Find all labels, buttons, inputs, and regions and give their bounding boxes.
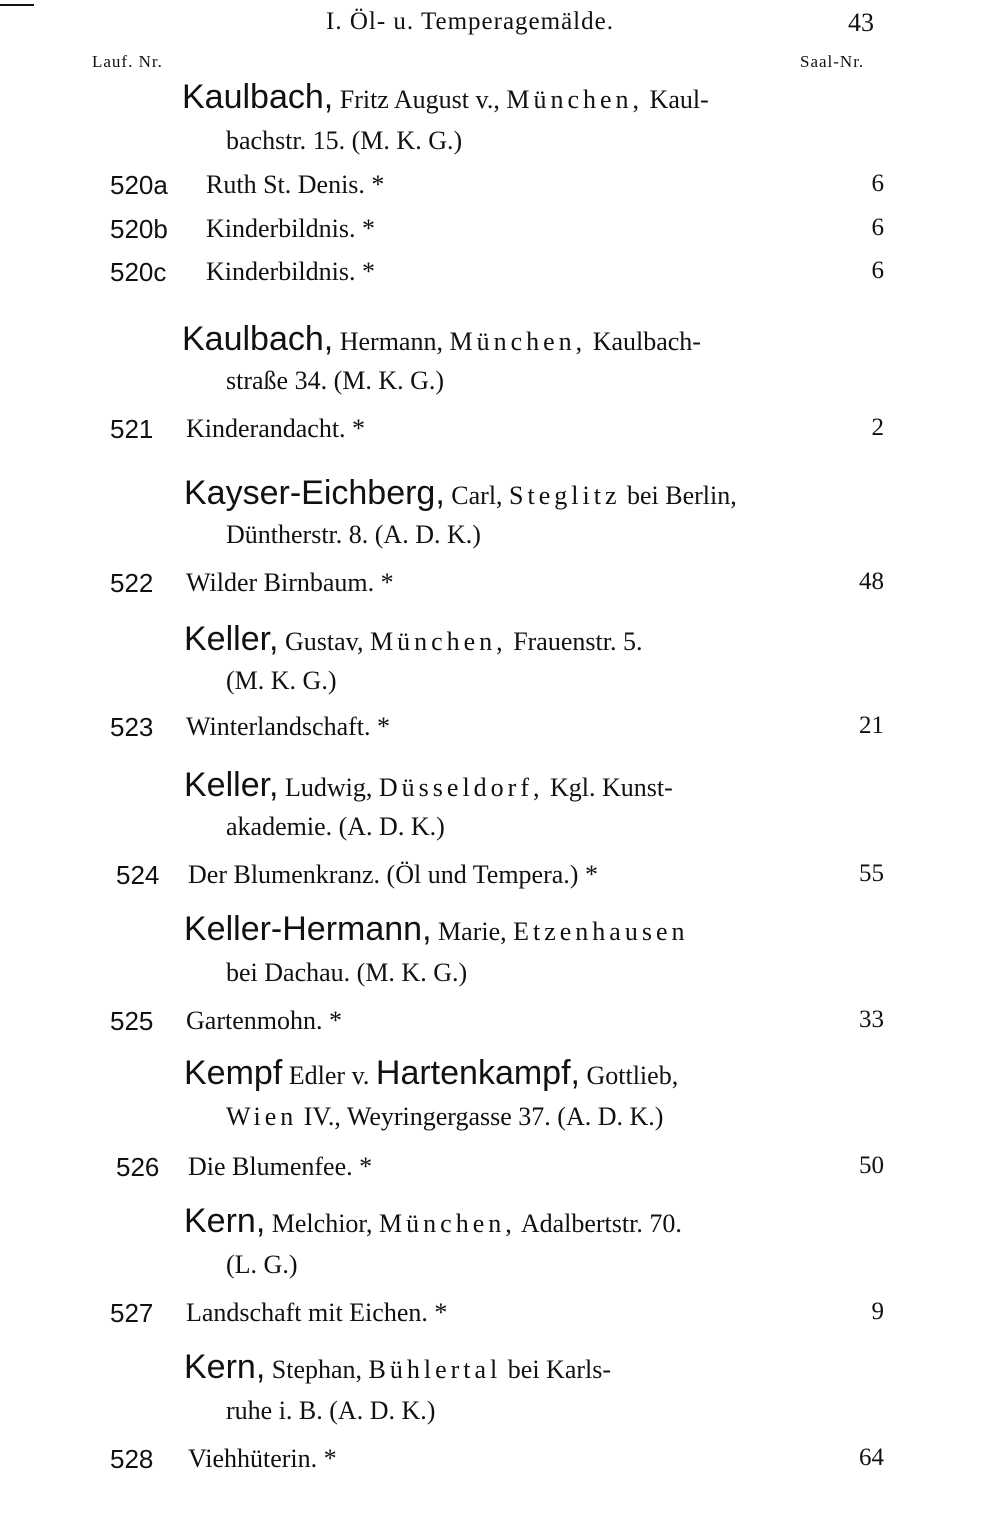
page-number: 43 [848, 8, 874, 37]
artist-heading [184, 1350, 611, 1384]
artist-name: Kempf [184, 1054, 283, 1092]
room-number: 21 [859, 712, 884, 739]
artist-address: bei Dachau. (M. K. G.) [226, 958, 468, 987]
work-title: Kinderbildnis. * [206, 257, 375, 286]
scan-edge-mark [0, 4, 34, 6]
artist-heading [184, 1204, 682, 1238]
work-title: Wilder Birnbaum. * [186, 568, 394, 597]
room-number: 6 [871, 214, 884, 241]
artist-name: Kern, [184, 1348, 266, 1386]
artist-city: Wien [226, 1102, 298, 1131]
work-title: Viehhüterin. * [188, 1444, 337, 1473]
artist-details: Carl, [451, 481, 503, 510]
artist-address: (M. K. G.) [226, 666, 337, 695]
artist-city: München, [379, 1209, 516, 1238]
room-number: 48 [859, 568, 884, 595]
artist-name: Kaulbach, [182, 320, 334, 358]
work-title: Gartenmohn. * [186, 1006, 342, 1035]
artist-city: Düsseldorf, [378, 773, 544, 802]
work-title: Die Blumenfee. * [188, 1152, 373, 1181]
artist-details: Gottlieb, [586, 1061, 679, 1090]
artist-name: Kayser-Eichberg, [184, 474, 445, 512]
artist-details: IV., Weyringergasse 37. (A. D. K.) [303, 1102, 664, 1131]
room-number: 64 [859, 1444, 884, 1471]
artist-details: Melchior, [271, 1209, 373, 1238]
artist-details: bei Berlin, [626, 481, 737, 510]
running-head [0, 8, 1000, 38]
artist-heading [184, 1056, 678, 1090]
room-number: 2 [871, 414, 884, 441]
artist-city: München, [449, 327, 587, 356]
artist-name-part: Hartenkampf, [375, 1054, 580, 1092]
catalogue-number: 528 [110, 1444, 154, 1474]
catalogue-number: 520b [110, 214, 168, 244]
work-title: Kinderandacht. * [186, 414, 366, 443]
artist-heading [184, 622, 642, 656]
room-number: 33 [859, 1006, 884, 1033]
artist-address: akademie. (A. D. K.) [226, 812, 445, 841]
artist-details: Kaulbach- [592, 327, 701, 356]
artist-details: bei Karls- [507, 1355, 612, 1384]
artist-heading [184, 912, 689, 946]
artist-address: ruhe i. B. (A. D. K.) [226, 1396, 436, 1425]
artist-details: Edler v. [288, 1061, 370, 1090]
room-number: 50 [859, 1152, 884, 1179]
running-title: I. Öl- u. Temperagemälde. [326, 8, 614, 35]
room-number: 6 [871, 170, 884, 197]
artist-address: bachstr. 15. (M. K. G.) [226, 126, 463, 155]
work-title: Landschaft mit Eichen. * [186, 1298, 448, 1327]
artist-address: straße 34. (M. K. G.) [226, 366, 445, 395]
catalogue-number: 520c [110, 257, 167, 287]
catalogue-number: 526 [116, 1152, 160, 1182]
artist-heading [184, 476, 737, 510]
artist-name: Keller-Hermann, [184, 910, 432, 948]
work-title: Kinderbildnis. * [206, 214, 375, 243]
catalogue-number: 523 [110, 712, 154, 742]
artist-heading [182, 80, 709, 114]
artist-address: Düntherstr. 8. (A. D. K.) [226, 520, 481, 549]
artist-heading [184, 768, 673, 802]
artist-name: Kaulbach, [182, 78, 334, 116]
column-label-saal-nr: Saal-Nr. [800, 52, 865, 71]
column-label-lauf-nr: Lauf. Nr. [92, 52, 163, 71]
artist-details: Gustav, [285, 627, 364, 656]
artist-heading [182, 322, 701, 356]
catalogue-number: 520a [110, 170, 168, 200]
artist-details: Marie, [438, 917, 507, 946]
artist-details: Kaul- [649, 85, 709, 114]
work-title: Ruth St. Denis. * [206, 170, 385, 199]
catalogue-number: 527 [110, 1298, 154, 1328]
artist-details: Hermann, [339, 327, 443, 356]
artist-city: Etzenhausen [513, 917, 689, 946]
artist-address: (L. G.) [226, 1250, 298, 1279]
artist-city: München, [369, 627, 507, 656]
artist-city: München, [506, 85, 644, 114]
room-number: 9 [871, 1298, 884, 1325]
artist-details: Fritz August v., [339, 85, 500, 114]
artist-name: Keller, [184, 620, 279, 658]
work-title: Der Blumenkranz. (Öl und Tempera.) * [188, 860, 598, 889]
artist-details: Kgl. Kunst- [549, 773, 673, 802]
catalogue-number: 524 [116, 860, 160, 890]
work-title: Winterlandschaft. * [186, 712, 390, 741]
artist-city: Bühlertal [368, 1355, 502, 1384]
room-number: 55 [859, 860, 884, 887]
room-number: 6 [871, 257, 884, 284]
catalogue-number: 521 [110, 414, 154, 444]
catalogue-number: 525 [110, 1006, 154, 1036]
artist-name: Kern, [184, 1202, 266, 1240]
artist-details: Adalbertstr. 70. [520, 1209, 682, 1238]
artist-details: Frauenstr. 5. [513, 627, 643, 656]
catalogue-number: 522 [110, 568, 154, 598]
artist-address [226, 1104, 663, 1130]
artist-details: Stephan, [271, 1355, 363, 1384]
artist-details: Ludwig, [285, 773, 373, 802]
artist-city: Steglitz [509, 481, 621, 510]
artist-name: Keller, [184, 766, 279, 804]
